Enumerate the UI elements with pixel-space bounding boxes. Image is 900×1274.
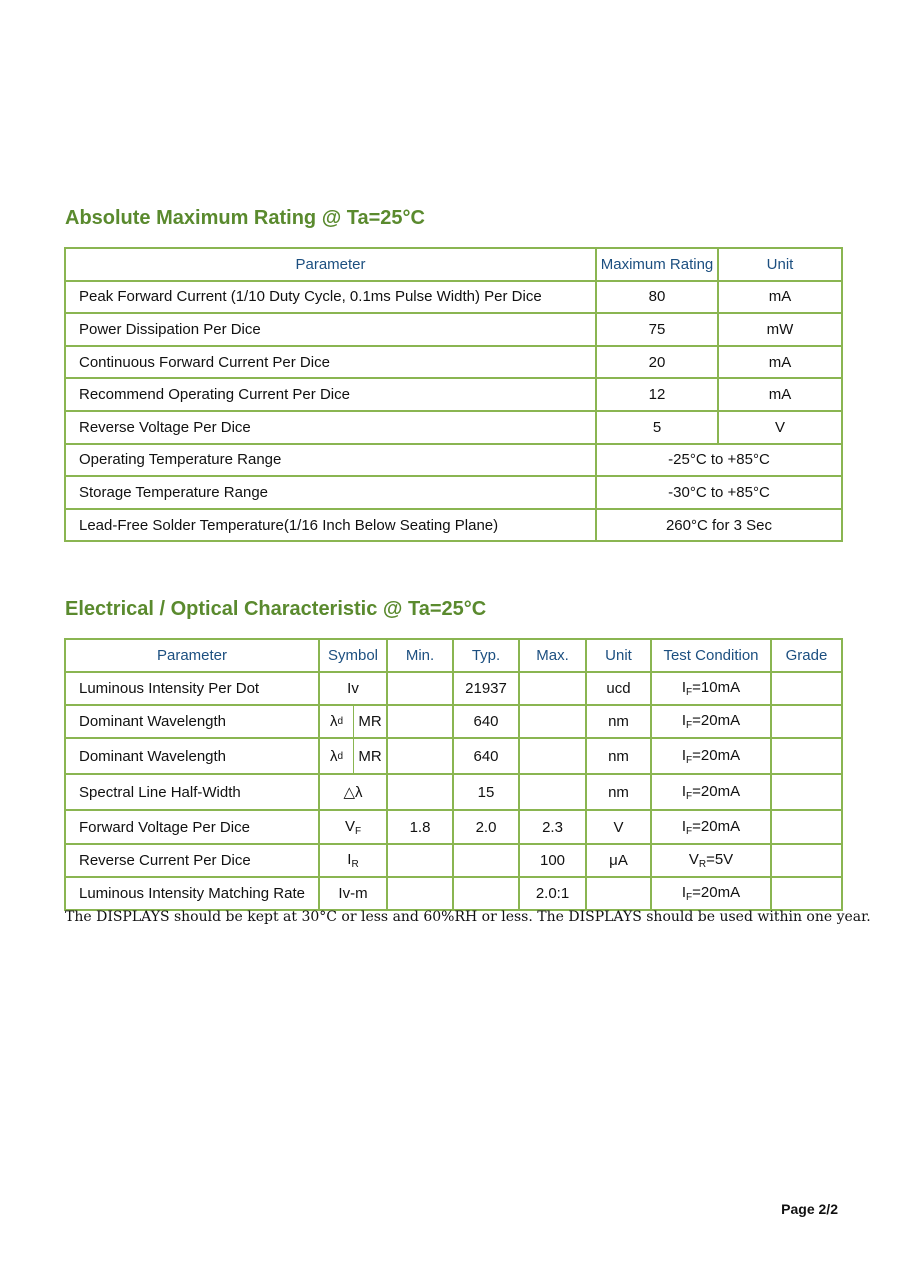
table-row (65, 444, 842, 477)
table-row (65, 705, 842, 738)
cell-min: 1.8 (387, 810, 453, 844)
cell-min (387, 844, 453, 877)
cell-typ (453, 844, 519, 877)
cell-test-condition: $I_F=20mA$ (651, 877, 771, 910)
cell-value: 12 (596, 378, 718, 411)
cell-grade (771, 705, 842, 738)
table-row (65, 877, 842, 910)
electrical-table (64, 638, 843, 911)
cell-parameter: Forward Voltage Per Dice (65, 810, 319, 844)
header-parameter: Parameter (65, 639, 319, 672)
cell-symbol: Iv (319, 672, 387, 705)
cell-unit: ucd (586, 672, 651, 705)
header-test-condition: Test Condition (651, 639, 771, 672)
cell-test-condition: $I_F=20mA$ (651, 705, 771, 738)
cell-unit: mW (718, 313, 842, 346)
header-typ: Typ. (453, 639, 519, 672)
electrical-title: Electrical / Optical Characteristic @ Ta=25°C (65, 598, 487, 620)
cell-max: 100 (519, 844, 586, 877)
cell-symbol (319, 738, 387, 774)
cell-unit: nm (586, 705, 651, 738)
table-row (65, 281, 842, 314)
cell-grade (771, 877, 842, 910)
cell-test-condition: $I_F=10mA$ (651, 672, 771, 705)
cell-min (387, 705, 453, 738)
cell-value: -25°C to +85°C (596, 444, 842, 477)
cell-parameter: Reverse Current Per Dice (65, 844, 319, 877)
cell-unit: μA (586, 844, 651, 877)
cell-unit: mA (718, 281, 842, 314)
table-row (65, 672, 842, 705)
cell-value: 260°C for 3 Sec (596, 509, 842, 542)
cell-test-condition: $I_F=20mA$ (651, 738, 771, 774)
cell-value: 20 (596, 346, 718, 379)
cell-value: 80 (596, 281, 718, 314)
cell-min (387, 774, 453, 810)
table-row (65, 810, 842, 844)
cell-typ: 640 (453, 705, 519, 738)
cell-parameter: Power Dissipation Per Dice (65, 313, 596, 346)
table-row (65, 509, 842, 542)
cell-typ (453, 877, 519, 910)
cell-test-condition: $I_F=20mA$ (651, 774, 771, 810)
page-number: Page 2/2 (781, 1201, 838, 1217)
table-row (65, 844, 842, 877)
table-row (65, 346, 842, 379)
header-grade: Grade (771, 639, 842, 672)
cell-symbol (319, 705, 387, 738)
cell-value: 5 (596, 411, 718, 444)
cell-grade (771, 810, 842, 844)
cell-grade (771, 774, 842, 810)
cell-max (519, 705, 586, 738)
header-max-rating: Maximum Rating (596, 248, 718, 281)
cell-typ: 15 (453, 774, 519, 810)
symbol-extra: MR (358, 713, 382, 730)
table-row (65, 313, 842, 346)
cell-unit: nm (586, 738, 651, 774)
table-row (65, 738, 842, 774)
symbol-lambda: λ d (320, 706, 354, 737)
cell-unit: mA (718, 378, 842, 411)
cell-typ: 21937 (453, 672, 519, 705)
cell-test-condition: $I_F=20mA$ (651, 810, 771, 844)
cell-grade (771, 844, 842, 877)
header-min: Min. (387, 639, 453, 672)
cell-max (519, 738, 586, 774)
header-unit: Unit (586, 639, 651, 672)
cell-symbol: $I_R$ (319, 844, 387, 877)
cell-grade (771, 672, 842, 705)
table-row (65, 476, 842, 509)
cell-unit: V (718, 411, 842, 444)
cell-parameter: Recommend Operating Current Per Dice (65, 378, 596, 411)
cell-min (387, 672, 453, 705)
table-row (65, 774, 842, 810)
header-unit: Unit (718, 248, 842, 281)
cell-parameter: Dominant Wavelength (65, 705, 319, 738)
cell-unit: nm (586, 774, 651, 810)
cell-parameter: Luminous Intensity Per Dot (65, 672, 319, 705)
cell-max: 2.0:1 (519, 877, 586, 910)
cell-unit: mA (718, 346, 842, 379)
cell-parameter: Spectral Line Half-Width (65, 774, 319, 810)
cell-max (519, 672, 586, 705)
cell-min (387, 738, 453, 774)
table-row (65, 411, 842, 444)
cell-unit (586, 877, 651, 910)
absolute-max-title: Absolute Maximum Rating @ Ta=25°C (65, 207, 425, 229)
cell-symbol: △λ (319, 774, 387, 810)
cell-typ: 640 (453, 738, 519, 774)
table-header-row (65, 248, 842, 281)
storage-note: The DISPLAYS should be kept at 30°C or less and 60%RH or less. The DISPLAYS should be used within one year. (65, 909, 871, 925)
symbol-lambda: λ d (320, 739, 354, 773)
header-parameter: Parameter (65, 248, 596, 281)
header-symbol: Symbol (319, 639, 387, 672)
table-header-row (65, 639, 842, 672)
symbol-extra: MR (358, 747, 382, 765)
cell-value: -30°C to +85°C (596, 476, 842, 509)
cell-parameter: Luminous Intensity Matching Rate (65, 877, 319, 910)
cell-parameter: Dominant Wavelength (65, 738, 319, 774)
cell-max: 2.3 (519, 810, 586, 844)
cell-max (519, 774, 586, 810)
cell-test-condition: $V_R=5V$ (651, 844, 771, 877)
table-row (65, 378, 842, 411)
cell-parameter: Continuous Forward Current Per Dice (65, 346, 596, 379)
cell-symbol: Iv-m (319, 877, 387, 910)
absolute-max-table (64, 247, 843, 542)
cell-parameter: Peak Forward Current (1/10 Duty Cycle, 0.1ms Pulse Width) Per Dice (65, 281, 596, 314)
cell-grade (771, 738, 842, 774)
cell-parameter: Lead-Free Solder Temperature(1/16 Inch Below Seating Plane) (65, 509, 596, 542)
cell-unit: V (586, 810, 651, 844)
cell-parameter: Storage Temperature Range (65, 476, 596, 509)
cell-typ: 2.0 (453, 810, 519, 844)
cell-parameter: Reverse Voltage Per Dice (65, 411, 596, 444)
cell-min (387, 877, 453, 910)
header-max: Max. (519, 639, 586, 672)
cell-symbol: $V_F$ (319, 810, 387, 844)
cell-value: 75 (596, 313, 718, 346)
cell-parameter: Operating Temperature Range (65, 444, 596, 477)
